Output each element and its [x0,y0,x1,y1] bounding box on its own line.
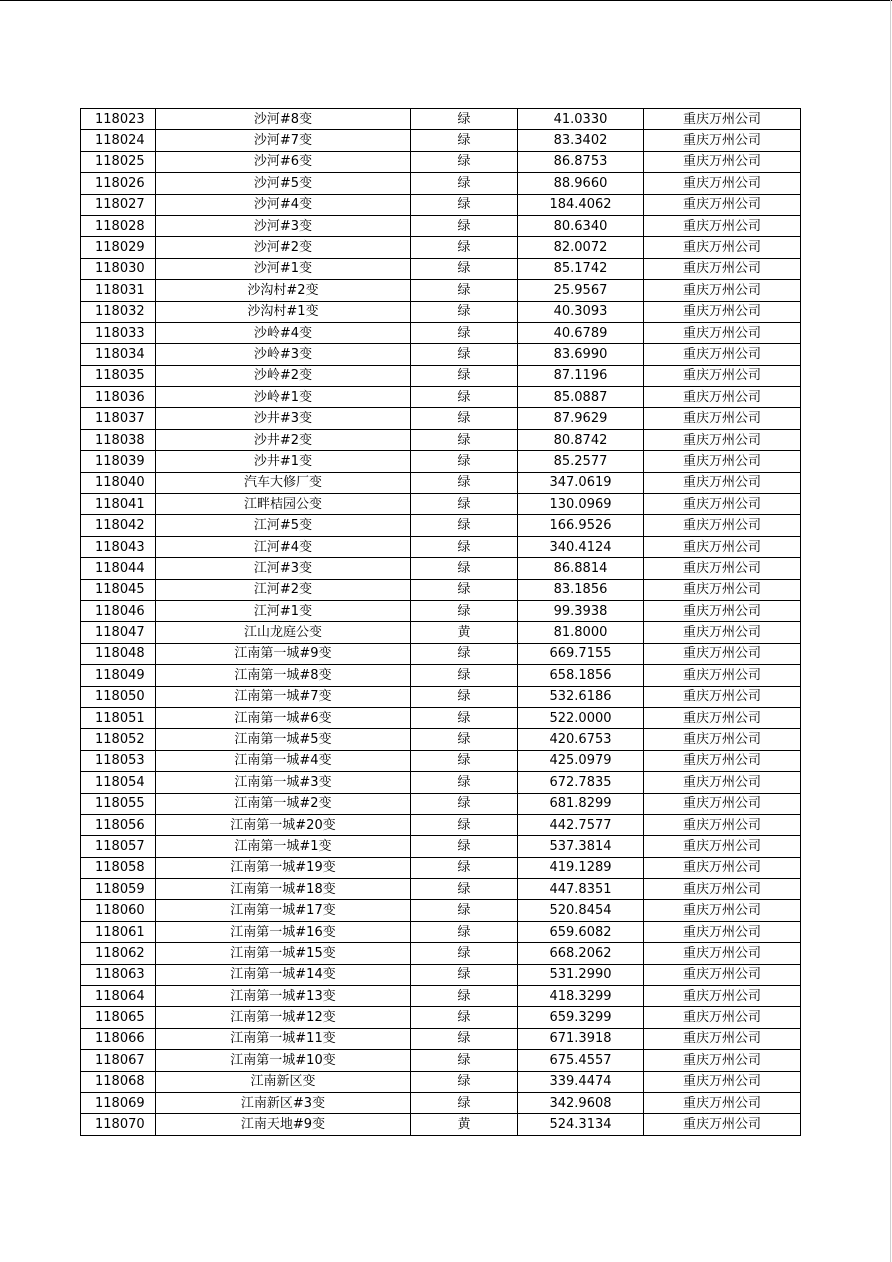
cell-status: 绿 [411,943,518,964]
table-row [81,387,801,408]
cell-id: 118057 [81,836,156,857]
cell-id: 118029 [81,237,156,258]
cell-status: 绿 [411,536,518,557]
table-row [81,322,801,343]
cell-name: 江南第一城#20变 [156,814,411,835]
cell-name: 江南第一城#18变 [156,879,411,900]
table-row [81,707,801,728]
cell-status: 绿 [411,365,518,386]
cell-name: 沙井#1变 [156,451,411,472]
cell-name: 沙岭#3变 [156,344,411,365]
cell-value: 40.3093 [518,301,644,322]
cell-value: 80.6340 [518,215,644,236]
cell-company: 重庆万州公司 [644,707,801,728]
cell-status: 绿 [411,579,518,600]
cell-status: 绿 [411,472,518,493]
cell-status: 绿 [411,173,518,194]
cell-value: 340.4124 [518,536,644,557]
cell-status: 绿 [411,964,518,985]
cell-id: 118025 [81,151,156,172]
cell-company: 重庆万州公司 [644,793,801,814]
cell-id: 118068 [81,1071,156,1092]
table-row [81,686,801,707]
table-row [81,365,801,386]
cell-status: 绿 [411,900,518,921]
cell-name: 沙河#5变 [156,173,411,194]
cell-company: 重庆万州公司 [644,772,801,793]
cell-status: 绿 [411,322,518,343]
cell-id: 118060 [81,900,156,921]
cell-id: 118050 [81,686,156,707]
cell-status: 绿 [411,921,518,942]
cell-id: 118031 [81,280,156,301]
cell-value: 425.0979 [518,750,644,771]
cell-value: 85.1742 [518,258,644,279]
cell-value: 184.4062 [518,194,644,215]
cell-name: 江南第一城#14变 [156,964,411,985]
cell-name: 江河#2变 [156,579,411,600]
table-row [81,986,801,1007]
table-row [81,1092,801,1113]
cell-name: 沙岭#1变 [156,387,411,408]
cell-name: 江南第一城#1变 [156,836,411,857]
cell-value: 83.6990 [518,344,644,365]
cell-id: 118038 [81,429,156,450]
cell-status: 绿 [411,707,518,728]
cell-id: 118037 [81,408,156,429]
cell-id: 118069 [81,1092,156,1113]
table-row [81,600,801,621]
cell-status: 绿 [411,301,518,322]
cell-name: 江南第一城#19变 [156,857,411,878]
cell-name: 江南第一城#15变 [156,943,411,964]
cell-status: 绿 [411,729,518,750]
cell-name: 江南第一城#11变 [156,1028,411,1049]
table-row [81,194,801,215]
cell-name: 江南第一城#6变 [156,707,411,728]
cell-name: 沙沟村#1变 [156,301,411,322]
cell-value: 681.8299 [518,793,644,814]
cell-name: 江南第一城#8变 [156,665,411,686]
cell-company: 重庆万州公司 [644,280,801,301]
cell-value: 81.8000 [518,622,644,643]
cell-name: 江南第一城#5变 [156,729,411,750]
cell-id: 118052 [81,729,156,750]
cell-company: 重庆万州公司 [644,986,801,1007]
table-row [81,879,801,900]
table-row [81,1028,801,1049]
cell-id: 118064 [81,986,156,1007]
cell-status: 绿 [411,814,518,835]
cell-value: 339.4474 [518,1071,644,1092]
cell-id: 118049 [81,665,156,686]
cell-id: 118055 [81,793,156,814]
cell-company: 重庆万州公司 [644,472,801,493]
cell-status: 绿 [411,494,518,515]
cell-value: 87.1196 [518,365,644,386]
cell-status: 绿 [411,151,518,172]
table-row [81,622,801,643]
cell-name: 江南第一城#2变 [156,793,411,814]
cell-status: 绿 [411,558,518,579]
cell-status: 黄 [411,1114,518,1135]
cell-value: 420.6753 [518,729,644,750]
cell-id: 118042 [81,515,156,536]
cell-value: 675.4557 [518,1050,644,1071]
cell-name: 沙河#8变 [156,109,411,130]
table-row [81,173,801,194]
cell-id: 118062 [81,943,156,964]
cell-company: 重庆万州公司 [644,1092,801,1113]
cell-value: 80.8742 [518,429,644,450]
cell-value: 520.8454 [518,900,644,921]
cell-value: 668.2062 [518,943,644,964]
cell-status: 绿 [411,1028,518,1049]
table-row [81,793,801,814]
cell-value: 99.3938 [518,600,644,621]
cell-name: 沙河#6变 [156,151,411,172]
cell-id: 118070 [81,1114,156,1135]
cell-status: 绿 [411,194,518,215]
table-row [81,301,801,322]
cell-id: 118045 [81,579,156,600]
cell-company: 重庆万州公司 [644,1071,801,1092]
cell-status: 绿 [411,1071,518,1092]
cell-company: 重庆万州公司 [644,836,801,857]
cell-id: 118023 [81,109,156,130]
table-row [81,494,801,515]
cell-name: 沙沟村#2变 [156,280,411,301]
cell-company: 重庆万州公司 [644,109,801,130]
cell-status: 绿 [411,258,518,279]
cell-company: 重庆万州公司 [644,964,801,985]
cell-value: 671.3918 [518,1028,644,1049]
cell-value: 85.0887 [518,387,644,408]
table-row [81,558,801,579]
table-row [81,472,801,493]
cell-status: 绿 [411,686,518,707]
table-row [81,344,801,365]
cell-name: 江南第一城#7变 [156,686,411,707]
cell-value: 531.2990 [518,964,644,985]
cell-id: 118054 [81,772,156,793]
cell-company: 重庆万州公司 [644,1050,801,1071]
cell-id: 118063 [81,964,156,985]
cell-name: 江南新区#3变 [156,1092,411,1113]
cell-company: 重庆万州公司 [644,258,801,279]
cell-id: 118032 [81,301,156,322]
cell-value: 85.2577 [518,451,644,472]
cell-id: 118053 [81,750,156,771]
cell-status: 绿 [411,215,518,236]
cell-name: 江畔桔园公变 [156,494,411,515]
cell-company: 重庆万州公司 [644,387,801,408]
cell-value: 442.7577 [518,814,644,835]
cell-company: 重庆万州公司 [644,750,801,771]
cell-status: 绿 [411,836,518,857]
table-row [81,750,801,771]
cell-value: 87.9629 [518,408,644,429]
cell-id: 118059 [81,879,156,900]
cell-value: 25.9567 [518,280,644,301]
cell-company: 重庆万州公司 [644,322,801,343]
cell-status: 绿 [411,130,518,151]
cell-company: 重庆万州公司 [644,429,801,450]
cell-company: 重庆万州公司 [644,600,801,621]
cell-id: 118033 [81,322,156,343]
cell-id: 118051 [81,707,156,728]
cell-id: 118067 [81,1050,156,1071]
cell-company: 重庆万州公司 [644,194,801,215]
cell-value: 672.7835 [518,772,644,793]
cell-id: 118065 [81,1007,156,1028]
cell-status: 绿 [411,109,518,130]
cell-id: 118046 [81,600,156,621]
cell-status: 绿 [411,600,518,621]
cell-id: 118026 [81,173,156,194]
cell-company: 重庆万州公司 [644,451,801,472]
cell-name: 江南新区变 [156,1071,411,1092]
cell-value: 82.0072 [518,237,644,258]
table-row [81,109,801,130]
cell-value: 342.9608 [518,1092,644,1113]
cell-company: 重庆万州公司 [644,301,801,322]
cell-value: 658.1856 [518,665,644,686]
table-row [81,1114,801,1135]
cell-value: 447.8351 [518,879,644,900]
table-body [81,109,801,1136]
table-row [81,857,801,878]
table-row [81,1050,801,1071]
cell-id: 118066 [81,1028,156,1049]
cell-name: 江南第一城#9变 [156,643,411,664]
table-row [81,964,801,985]
cell-value: 659.3299 [518,1007,644,1028]
cell-name: 江河#4变 [156,536,411,557]
cell-company: 重庆万州公司 [644,1114,801,1135]
cell-value: 41.0330 [518,109,644,130]
cell-name: 江南第一城#13变 [156,986,411,1007]
cell-value: 419.1289 [518,857,644,878]
cell-id: 118056 [81,814,156,835]
cell-value: 86.8814 [518,558,644,579]
table-row [81,643,801,664]
cell-company: 重庆万州公司 [644,943,801,964]
cell-id: 118039 [81,451,156,472]
cell-company: 重庆万州公司 [644,900,801,921]
table-row [81,729,801,750]
cell-name: 江河#3变 [156,558,411,579]
cell-value: 83.3402 [518,130,644,151]
table-row [81,943,801,964]
cell-name: 沙岭#4变 [156,322,411,343]
cell-id: 118040 [81,472,156,493]
cell-status: 绿 [411,451,518,472]
cell-status: 绿 [411,793,518,814]
cell-status: 绿 [411,857,518,878]
cell-status: 绿 [411,772,518,793]
cell-status: 绿 [411,665,518,686]
cell-status: 绿 [411,1050,518,1071]
cell-status: 绿 [411,344,518,365]
cell-status: 绿 [411,986,518,1007]
cell-status: 绿 [411,643,518,664]
cell-company: 重庆万州公司 [644,921,801,942]
cell-value: 669.7155 [518,643,644,664]
cell-company: 重庆万州公司 [644,558,801,579]
cell-company: 重庆万州公司 [644,130,801,151]
cell-value: 83.1856 [518,579,644,600]
cell-name: 汽车大修厂变 [156,472,411,493]
table-row [81,215,801,236]
cell-value: 347.0619 [518,472,644,493]
cell-status: 绿 [411,1092,518,1113]
cell-id: 118036 [81,387,156,408]
cell-id: 118044 [81,558,156,579]
cell-id: 118058 [81,857,156,878]
cell-company: 重庆万州公司 [644,1007,801,1028]
cell-status: 绿 [411,408,518,429]
cell-company: 重庆万州公司 [644,686,801,707]
cell-status: 绿 [411,429,518,450]
table-row [81,900,801,921]
cell-company: 重庆万州公司 [644,365,801,386]
cell-company: 重庆万州公司 [644,622,801,643]
cell-value: 88.9660 [518,173,644,194]
table-row [81,836,801,857]
table-row [81,515,801,536]
cell-name: 江南天地#9变 [156,1114,411,1135]
table-row [81,536,801,557]
cell-name: 江南第一城#12变 [156,1007,411,1028]
cell-name: 沙井#2变 [156,429,411,450]
cell-name: 沙井#3变 [156,408,411,429]
table-row [81,579,801,600]
cell-company: 重庆万州公司 [644,579,801,600]
cell-name: 江南第一城#4变 [156,750,411,771]
cell-value: 40.6789 [518,322,644,343]
cell-name: 沙河#7变 [156,130,411,151]
cell-company: 重庆万州公司 [644,1028,801,1049]
page-top-border [0,0,892,1]
cell-status: 黄 [411,622,518,643]
cell-name: 江南第一城#3变 [156,772,411,793]
cell-value: 130.0969 [518,494,644,515]
cell-id: 118035 [81,365,156,386]
cell-value: 524.3134 [518,1114,644,1135]
cell-id: 118061 [81,921,156,942]
cell-company: 重庆万州公司 [644,665,801,686]
cell-company: 重庆万州公司 [644,814,801,835]
cell-value: 166.9526 [518,515,644,536]
cell-company: 重庆万州公司 [644,173,801,194]
cell-name: 江南第一城#17变 [156,900,411,921]
cell-name: 沙河#4变 [156,194,411,215]
cell-status: 绿 [411,515,518,536]
cell-company: 重庆万州公司 [644,344,801,365]
cell-id: 118028 [81,215,156,236]
table-row [81,151,801,172]
table-row [81,921,801,942]
cell-company: 重庆万州公司 [644,237,801,258]
cell-name: 江河#5变 [156,515,411,536]
table-row [81,772,801,793]
table-row [81,237,801,258]
cell-id: 118034 [81,344,156,365]
table-row [81,429,801,450]
cell-company: 重庆万州公司 [644,643,801,664]
cell-name: 江山龙庭公变 [156,622,411,643]
cell-name: 沙河#2变 [156,237,411,258]
cell-company: 重庆万州公司 [644,879,801,900]
cell-value: 418.3299 [518,986,644,1007]
cell-name: 江南第一城#10变 [156,1050,411,1071]
cell-value: 659.6082 [518,921,644,942]
cell-status: 绿 [411,387,518,408]
cell-value: 537.3814 [518,836,644,857]
cell-name: 沙河#1变 [156,258,411,279]
cell-id: 118041 [81,494,156,515]
table-row [81,408,801,429]
table-row [81,665,801,686]
cell-status: 绿 [411,750,518,771]
cell-name: 沙河#3变 [156,215,411,236]
cell-status: 绿 [411,1007,518,1028]
cell-value: 532.6186 [518,686,644,707]
cell-company: 重庆万州公司 [644,408,801,429]
table-row [81,814,801,835]
cell-id: 118030 [81,258,156,279]
cell-value: 86.8753 [518,151,644,172]
table-row [81,280,801,301]
cell-id: 118024 [81,130,156,151]
cell-name: 江河#1变 [156,600,411,621]
cell-value: 522.0000 [518,707,644,728]
cell-status: 绿 [411,280,518,301]
cell-name: 沙岭#2变 [156,365,411,386]
cell-id: 118043 [81,536,156,557]
cell-status: 绿 [411,237,518,258]
cell-company: 重庆万州公司 [644,729,801,750]
cell-id: 118048 [81,643,156,664]
cell-name: 江南第一城#16变 [156,921,411,942]
cell-company: 重庆万州公司 [644,536,801,557]
cell-company: 重庆万州公司 [644,515,801,536]
cell-status: 绿 [411,879,518,900]
table-row [81,451,801,472]
cell-id: 118027 [81,194,156,215]
cell-company: 重庆万州公司 [644,151,801,172]
table-row [81,1007,801,1028]
table-row [81,1071,801,1092]
cell-company: 重庆万州公司 [644,215,801,236]
table-row [81,130,801,151]
substation-table [80,108,801,1136]
cell-company: 重庆万州公司 [644,494,801,515]
page-right-edge [890,0,891,1262]
table-row [81,258,801,279]
cell-company: 重庆万州公司 [644,857,801,878]
cell-id: 118047 [81,622,156,643]
